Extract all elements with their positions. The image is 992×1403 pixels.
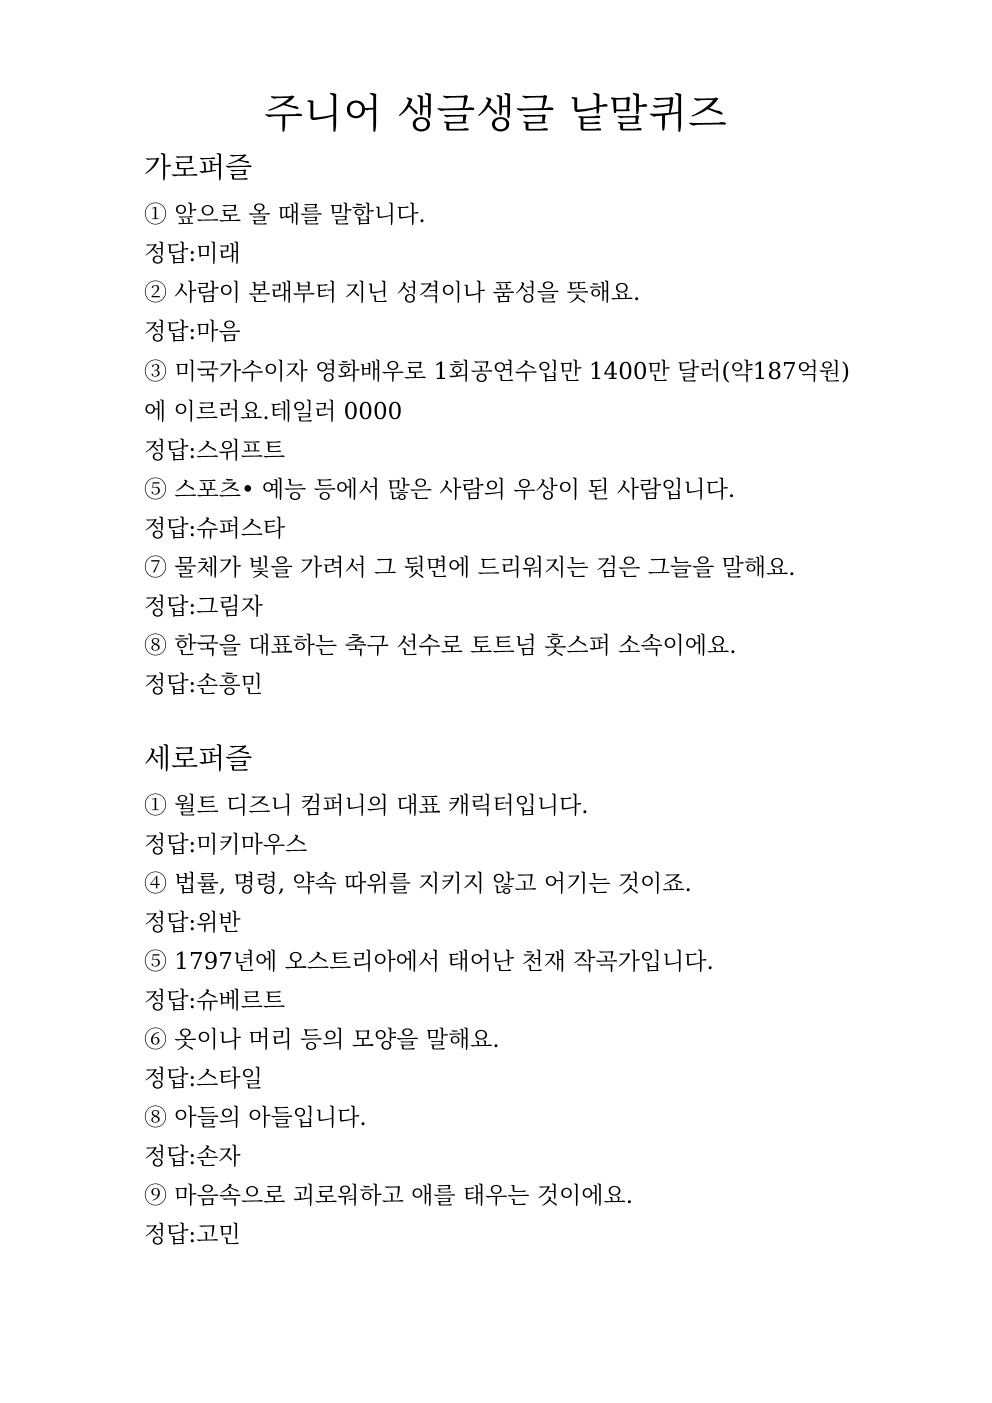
- down-answer-1: 정답:미키마우스: [144, 832, 308, 858]
- down-answer-8: 정답:손자: [144, 1144, 241, 1170]
- across-section: [144, 148, 850, 705]
- down-answer-5: 정답:슈베르트: [144, 988, 286, 1014]
- across-clue-1: ① 앞으로 올 때를 말합니다.: [144, 202, 426, 228]
- across-clue-3: ③ 미국가수이자 영화배우로 1회공연수입만 1400만 달러(약187억원)에 이르러요.테일러 0000: [144, 359, 850, 425]
- document-content: [144, 148, 850, 1255]
- across-answer-3: 정답:스위프트: [144, 438, 286, 464]
- across-clue-8: ⑧ 한국을 대표하는 축구 선수로 토트넘 홋스퍼 소속이에요.: [144, 633, 737, 659]
- across-clue-2: ② 사람이 본래부터 지닌 성격이나 품성을 뜻해요.: [144, 280, 641, 306]
- across-answer-7: 정답:그림자: [144, 594, 263, 620]
- down-clue-5: ⑤ 1797년에 오스트리아에서 태어난 천재 작곡가입니다.: [144, 949, 714, 975]
- down-clue-8: ⑧ 아들의 아들입니다.: [144, 1105, 367, 1131]
- across-answer-2: 정답:마음: [144, 319, 241, 345]
- down-answer-6: 정답:스타일: [144, 1066, 263, 1092]
- across-heading: 가로퍼즐: [144, 151, 253, 184]
- down-clue-1: ① 월트 디즈니 컴퍼니의 대표 캐릭터입니다.: [144, 793, 589, 819]
- down-clue-9: ⑨ 마음속으로 괴로워하고 애를 태우는 것이에요.: [144, 1183, 634, 1209]
- down-section: [144, 739, 850, 1255]
- down-clue-4: ④ 법률, 명령, 약속 따위를 지키지 않고 어기는 것이죠.: [144, 871, 692, 897]
- document-title: 주니어 생글생글 낱말퀴즈: [264, 91, 728, 137]
- across-answer-8: 정답:손흥민: [144, 672, 263, 698]
- across-clue-7: ⑦ 물체가 빛을 가려서 그 뒷면에 드리워지는 검은 그늘을 말해요.: [144, 555, 796, 581]
- down-heading: 세로퍼즐: [144, 742, 253, 775]
- down-answer-9: 정답:고민: [144, 1222, 241, 1248]
- across-answer-1: 정답:미래: [144, 241, 241, 267]
- across-clue-5: ⑤ 스포츠• 예능 등에서 많은 사람의 우상이 된 사람입니다.: [144, 477, 736, 503]
- down-answer-4: 정답:위반: [144, 910, 241, 936]
- down-clue-6: ⑥ 옷이나 머리 등의 모양을 말해요.: [144, 1027, 500, 1053]
- across-answer-5: 정답:슈퍼스타: [144, 516, 286, 542]
